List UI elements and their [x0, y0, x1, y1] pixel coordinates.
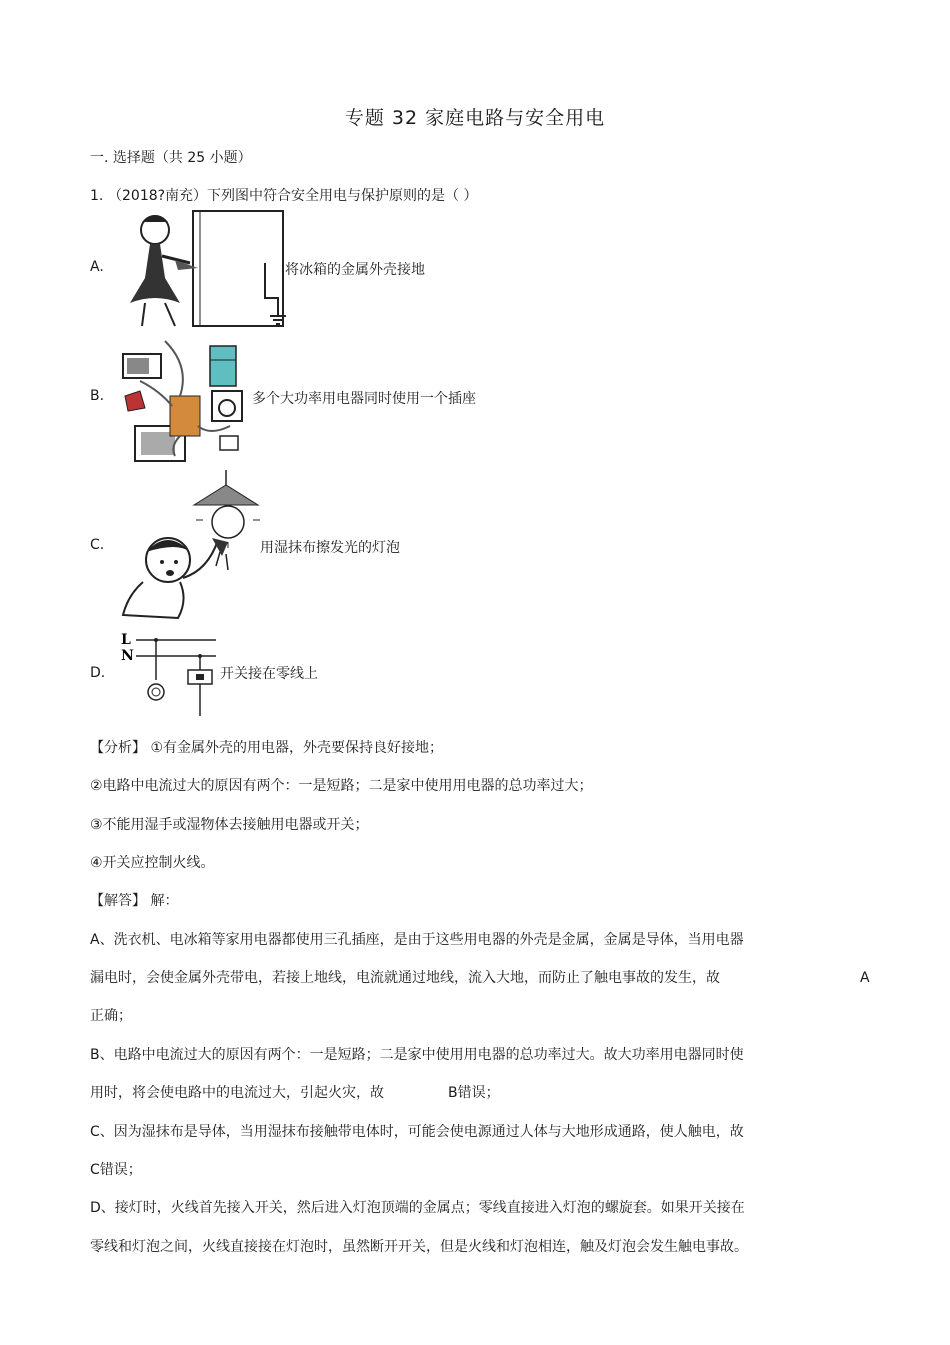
question-stem: （2018?南充）下列图中符合安全用电与保护原则的是（ ）	[108, 188, 478, 204]
solution-line: C、因为湿抹布是导体，当用湿抹布接触带电体时，可能会使电源通过人体与大地形成通路，使人触电，故	[90, 1124, 744, 1140]
analysis-line-1: 【分析】 ①有金属外壳的用电器，外壳要保持良好接地；	[90, 740, 443, 756]
option-a-illustration	[120, 208, 290, 330]
solution-line: C错误；	[90, 1162, 142, 1178]
analysis-line-4: ④开关应控制火线。	[90, 855, 215, 871]
option-c-text: 用湿抹布擦发光的灯泡	[260, 540, 400, 556]
solution-header: 【解答】 解：	[90, 893, 179, 909]
solution-line: 漏电时，会使金属外壳带电，若接上地线，电流就通过地线，流入大地，而防止了触电事故的发生，故	[90, 970, 720, 986]
neutral-wire-label: N	[121, 648, 134, 664]
solution-line: 零线和灯泡之间，火线直接接在灯泡时，虽然断开开关，但是火线和灯泡相连，触及灯泡会发生触电事故。	[90, 1239, 748, 1255]
option-c-label[interactable]: C.	[90, 537, 105, 553]
solution-line: 用时，将会使电路中的电流过大，引起火灾，故	[90, 1085, 384, 1101]
page-title: 专题 32 家庭电路与安全用电	[344, 107, 606, 129]
solution-line-end: A	[860, 970, 870, 986]
solution-line: B、电路中电流过大的原因有两个：一是短路；二是家中使用用电器的总功率过大。故大功率用电器同时使	[90, 1047, 744, 1063]
option-d-label[interactable]: D.	[90, 665, 106, 681]
analysis-line-2: ②电路中电流过大的原因有两个：一是短路；二是家中使用用电器的总功率过大；	[90, 778, 593, 794]
solution-line: 正确；	[90, 1008, 132, 1024]
option-d-circuit-diagram	[118, 630, 218, 720]
analysis-line-3: ③不能用湿手或湿物体去接触用电器或开关；	[90, 817, 369, 833]
solution-line: D、接灯时，火线首先接入开关，然后进入灯泡顶端的金属点；零线直接进入灯泡的螺旋套。如果开关接在	[90, 1200, 745, 1216]
option-b-illustration	[120, 336, 255, 464]
section-heading: 一. 选择题（共 25 小题）	[90, 150, 252, 166]
option-c-illustration	[118, 470, 263, 622]
question-number: 1.	[90, 188, 104, 204]
solution-line-end: B错误；	[448, 1085, 500, 1101]
option-b-label[interactable]: B.	[90, 388, 105, 404]
solution-line: A、洗衣机、电冰箱等家用电器都使用三孔插座，是由于这些用电器的外壳是金属，金属是导体，当用电器	[90, 932, 744, 948]
option-a-label[interactable]: A.	[90, 259, 104, 275]
live-wire-label: L	[121, 632, 131, 648]
option-b-text: 多个大功率用电器同时使用一个插座	[252, 391, 476, 407]
option-d-text: 开关接在零线上	[220, 666, 318, 682]
option-a-text: 将冰箱的金属外壳接地	[285, 262, 425, 278]
